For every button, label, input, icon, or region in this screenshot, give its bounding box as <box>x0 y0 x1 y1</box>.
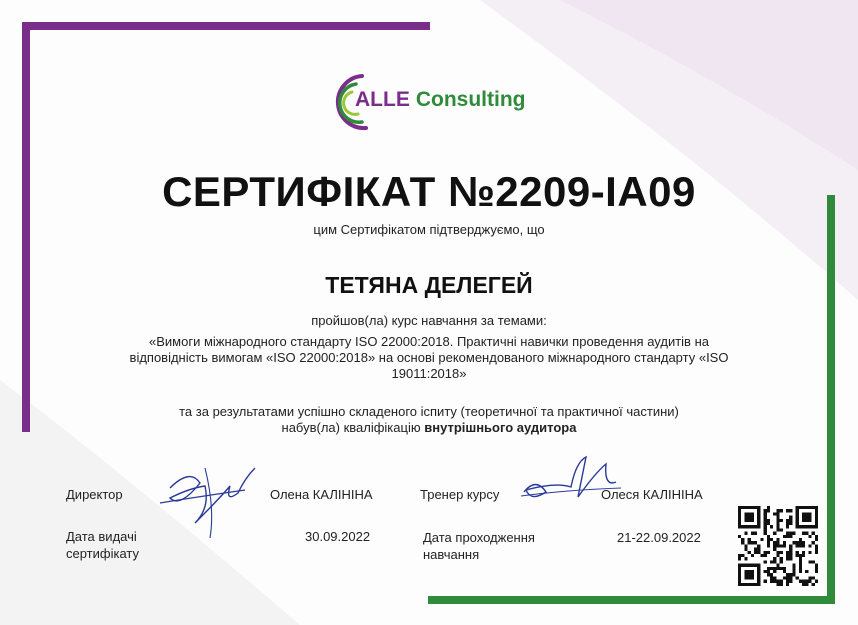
trainer-label: Тренер курсу <box>420 487 500 502</box>
qualification: внутрішнього аудитора <box>424 420 577 435</box>
course-description: «Вимоги міжнародного стандарту ISO 22000:2018. Практичні навички проведення аудитів на відповідність вимогам «ISO 22000:2018» на основі рекомендованого міжнародного стандарту «ISO 19011:2018» <box>129 334 729 381</box>
logo-alle: ALLE <box>355 88 410 111</box>
director-label: Директор <box>66 487 123 502</box>
issue-date-label-1: Дата видачі <box>66 529 137 544</box>
completed-text: пройшов(ла) курс навчання за темами: <box>311 313 547 328</box>
issue-date: 30.09.2022 <box>305 529 371 544</box>
training-date-label-1: Дата проходження <box>423 530 535 545</box>
issue-date-label-2: сертифікату <box>66 546 139 561</box>
result-line-2-prefix: набув(ла) кваліфікацію <box>281 420 425 435</box>
director-signature <box>150 448 260 540</box>
certificate-title: СЕРТИФІКАТ №2209-IA09 <box>162 168 696 215</box>
green-frame-bottom <box>428 596 835 604</box>
director-name: Олена КАЛІНІНА <box>270 487 373 502</box>
green-frame-right <box>827 195 835 604</box>
trainer-signature <box>516 452 626 512</box>
purple-frame-top <box>22 22 430 30</box>
logo-consulting: Consulting <box>415 88 526 111</box>
result-line-1: та за результатами успішно складеного іспиту (теоретичної та практичної частини) <box>179 404 679 419</box>
result-text <box>80 404 778 436</box>
holder-name: ТЕТЯНА ДЕЛЕГЕЙ <box>325 272 533 298</box>
result-line-2 <box>80 420 778 436</box>
issue-date-label <box>66 528 139 562</box>
training-date: 21-22.09.2022 <box>617 530 701 545</box>
training-date-label-2: навчання <box>423 547 480 562</box>
trainer-name: Олеся КАЛІНІНА <box>601 487 703 502</box>
qr-code-icon[interactable] <box>738 506 818 586</box>
training-date-label <box>423 529 535 563</box>
logo-wordmark <box>355 88 525 112</box>
certificate-subtitle: цим Сертифікатом підтверджуємо, що <box>313 222 545 237</box>
